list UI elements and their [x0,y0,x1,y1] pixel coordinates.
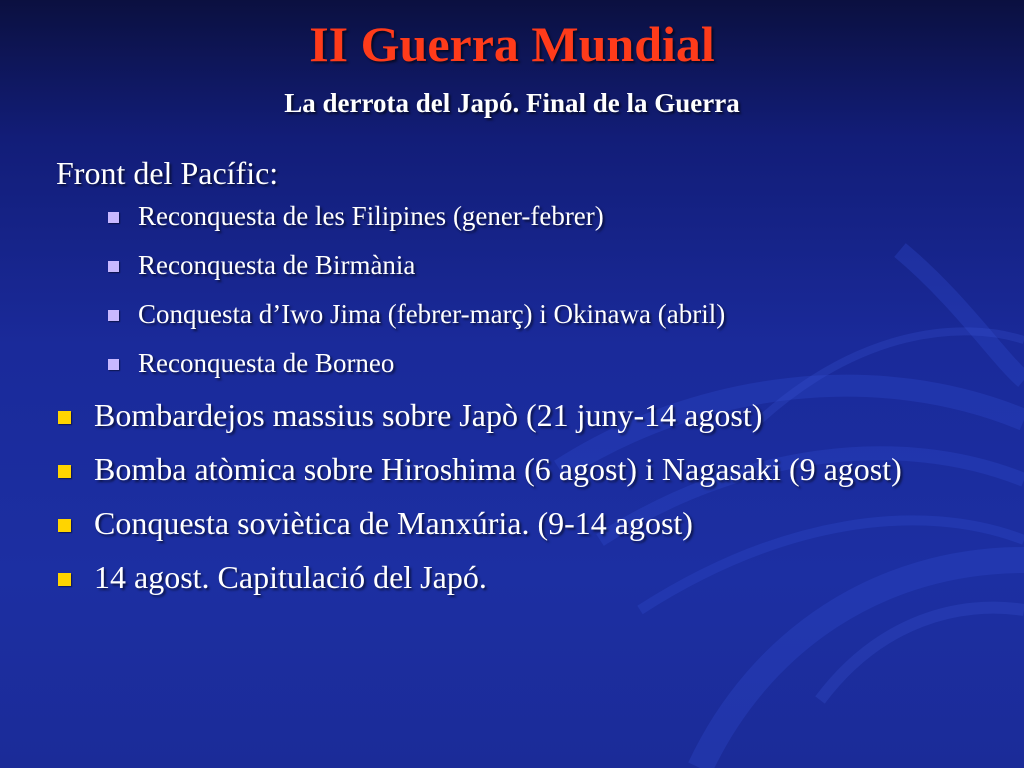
main-list-item-text: Conquesta soviètica de Manxúria. (9-14 agost) [94,505,693,541]
sub-bullet-list [56,200,956,379]
square-bullet-icon [108,359,119,370]
sub-list-item [108,347,956,379]
square-bullet-icon [58,573,71,586]
square-bullet-icon [58,411,71,424]
main-list-item [56,396,936,434]
sub-list-item-text: Reconquesta de Birmània [138,250,416,280]
slide-content [56,152,956,612]
main-list-item-text: Bombardejos massius sobre Japò (21 juny-14 agost) [94,397,763,433]
sub-list-item [108,249,956,281]
main-bullet-list [56,396,936,596]
square-bullet-icon [108,212,119,223]
sub-list-item [108,298,956,330]
main-list-item-text: Bomba atòmica sobre Hiroshima (6 agost) i Nagasaki (9 agost) [94,451,902,487]
main-list-item [56,558,936,596]
slide-subtitle: La derrota del Japó. Final de la Guerra [284,88,740,118]
main-list-item-text: 14 agost. Capitulació del Japó. [94,559,487,595]
main-list-item [56,450,936,488]
sub-list-item-text: Conquesta d’Iwo Jima (febrer-març) i Okinawa (abril) [138,299,726,329]
section-heading: Front del Pacífic: [56,155,279,191]
square-bullet-icon [58,519,71,532]
slide-title: II Guerra Mundial [309,16,715,72]
sub-list-item-text: Reconquesta de les Filipines (gener-febrer) [138,201,604,231]
square-bullet-icon [108,310,119,321]
square-bullet-icon [108,261,119,272]
square-bullet-icon [58,465,71,478]
main-list-item [56,504,936,542]
sub-list-item [108,200,956,232]
sub-list-item-text: Reconquesta de Borneo [138,348,395,378]
